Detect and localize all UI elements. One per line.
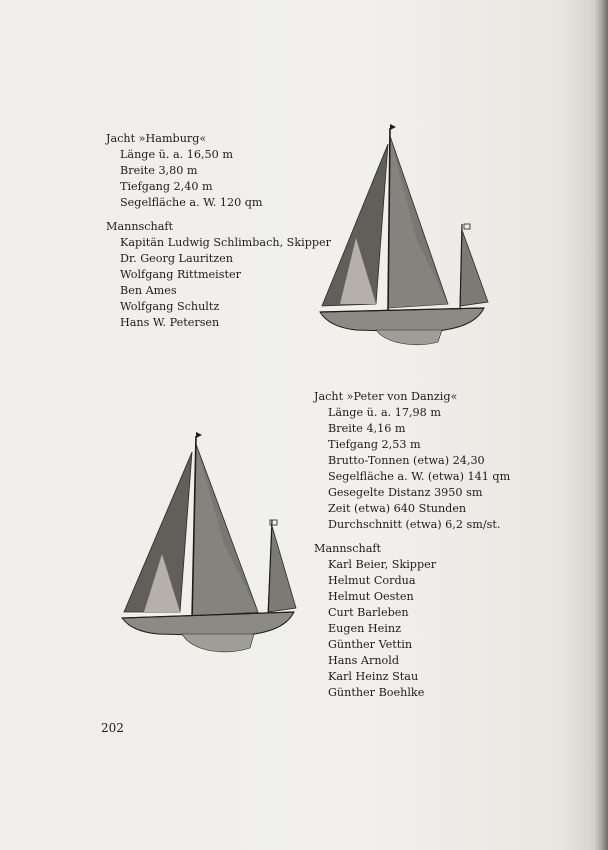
spec-line: Länge ü. a. 16,50 m xyxy=(120,148,233,161)
spec-line: Zeit (etwa) 640 Stunden xyxy=(328,502,467,515)
spec-line: Segelfläche a. W. 120 qm xyxy=(120,196,263,209)
crew-member: Wolfgang Rittmeister xyxy=(120,268,241,281)
spec-line: Gesegelte Distanz 3950 sm xyxy=(328,486,483,499)
spec-line: Breite 4,16 m xyxy=(328,422,406,435)
mizzen-sail xyxy=(268,526,296,612)
keel xyxy=(182,634,254,652)
crew-member: Kapitän Ludwig Schlimbach, Skipper xyxy=(120,236,331,249)
spec-line: Segelfläche a. W. (etwa) 141 qm xyxy=(328,470,511,483)
spec-line: Tiefgang 2,53 m xyxy=(328,438,421,451)
crew-member: Hans Arnold xyxy=(328,654,400,667)
yacht-hamburg-illustration xyxy=(316,118,494,350)
mizzen-flag xyxy=(464,224,470,229)
yacht-danzig-block xyxy=(314,389,510,701)
crew-heading: Mannschaft xyxy=(314,542,382,555)
crew-member: Ben Ames xyxy=(120,284,177,297)
crew-member: Eugen Heinz xyxy=(328,622,401,635)
crew-member: Helmut Oesten xyxy=(328,590,414,603)
crew-member: Karl Heinz Stau xyxy=(328,670,419,683)
keel xyxy=(376,330,442,345)
spec-line: Durchschnitt (etwa) 6,2 sm/st. xyxy=(328,518,501,531)
crew-member: Helmut Cordua xyxy=(328,574,416,587)
crew-member: Hans W. Petersen xyxy=(120,316,220,329)
crew-member: Karl Beier, Skipper xyxy=(328,558,437,571)
spec-line: Tiefgang 2,40 m xyxy=(120,180,213,193)
yacht-danzig-title: Jacht »Peter von Danzig« xyxy=(314,390,458,403)
yacht-danzig-illustration xyxy=(118,428,302,660)
page-edge-shadow xyxy=(594,0,608,850)
yacht-hamburg-block xyxy=(106,131,331,331)
crew-member: Curt Barleben xyxy=(328,606,409,619)
crew-member: Dr. Georg Lauritzen xyxy=(120,252,234,265)
crew-heading: Mannschaft xyxy=(106,220,174,233)
crew-member: Günther Vettin xyxy=(328,638,413,651)
masthead-pennant xyxy=(196,432,202,438)
spec-line: Brutto-Tonnen (etwa) 24,30 xyxy=(328,454,485,467)
mizzen-flag xyxy=(270,520,277,525)
crew-member: Günther Boehlke xyxy=(328,686,425,699)
mizzen-sail xyxy=(460,230,488,306)
crew-member: Wolfgang Schultz xyxy=(120,300,220,313)
spec-line: Breite 3,80 m xyxy=(120,164,198,177)
yacht-hamburg-title: Jacht »Hamburg« xyxy=(106,132,207,145)
spec-line: Länge ü. a. 17,98 m xyxy=(328,406,441,419)
masthead-pennant xyxy=(390,124,396,130)
page-number: 202 xyxy=(101,721,124,735)
